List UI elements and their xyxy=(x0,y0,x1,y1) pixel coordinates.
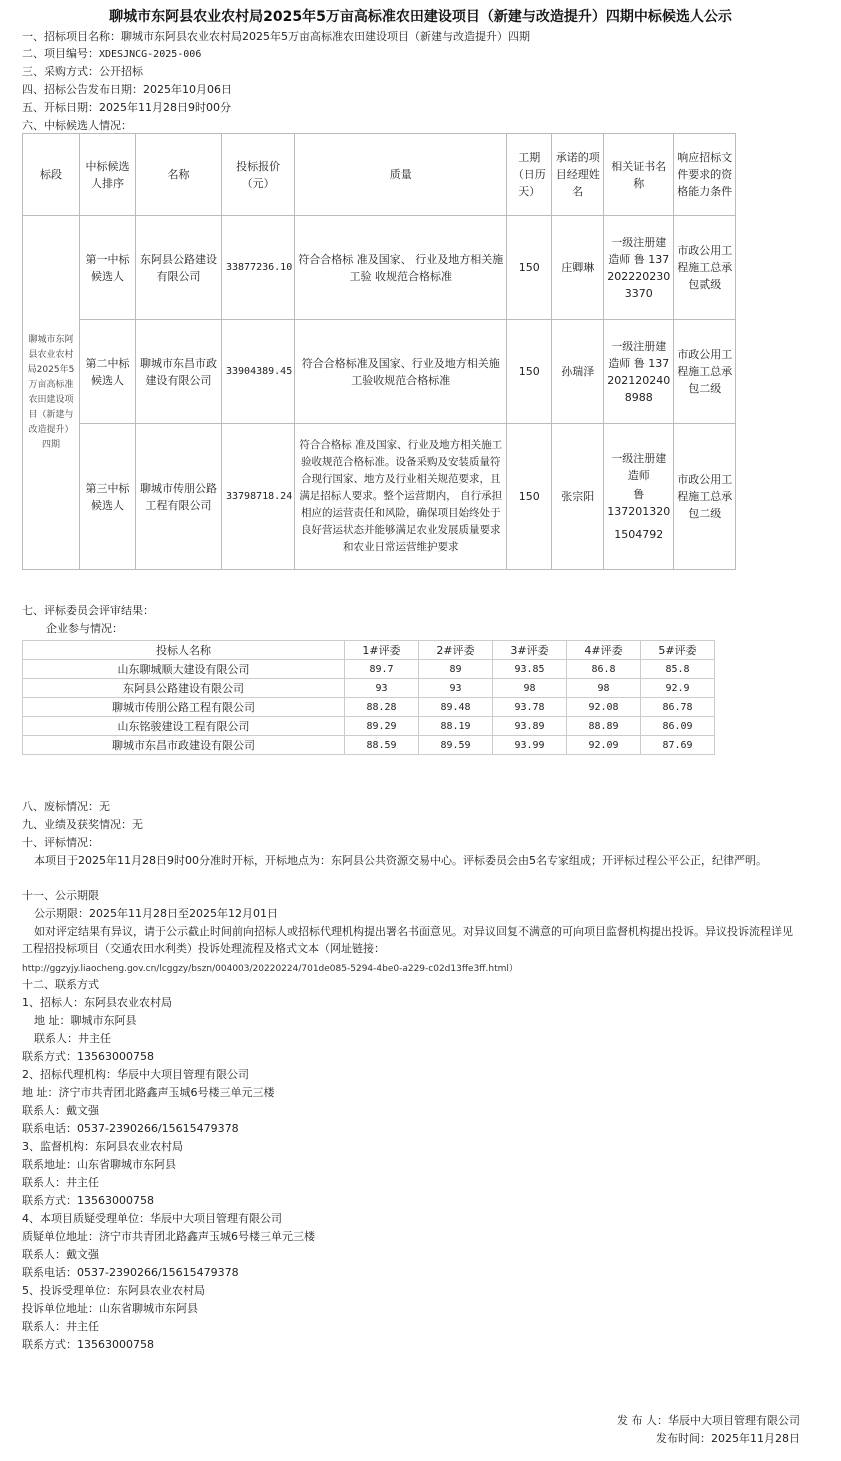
candidate-price: 33798718.24 xyxy=(222,424,295,570)
score-cell: 92.9 xyxy=(641,679,715,698)
score-cell: 86.09 xyxy=(641,717,715,736)
contact-line: 1、招标人：东阿县农业农村局 xyxy=(22,996,172,1009)
candidate-condition: 市政公用工程施工总承 包贰级 xyxy=(674,216,736,320)
contact-line: 联系方式：13563000758 xyxy=(22,1194,154,1207)
score-cell: 88.89 xyxy=(567,717,641,736)
score-cell: 93.85 xyxy=(493,660,567,679)
score-cell: 93.78 xyxy=(493,698,567,717)
header-quality: 质量 xyxy=(295,134,507,216)
cert-line: 1504792 xyxy=(614,528,664,541)
score-cell: 92.08 xyxy=(567,698,641,717)
candidates-header-row xyxy=(23,134,736,216)
contact-line: 联系方式：13563000758 xyxy=(22,1338,154,1351)
score-row xyxy=(23,679,715,698)
candidate-manager: 庄卿琳 xyxy=(552,216,604,320)
candidates-table xyxy=(22,133,736,570)
evaluation-text: 本项目于2025年11月28日9时00分准时开标，开标地点为：东阿县公共资源交易中心。评标委员会由5名专家组成；开评标过程公平公正，纪律严明。 xyxy=(34,854,767,867)
contacts-heading: 十二、联系方式 xyxy=(22,978,99,991)
candidate-row xyxy=(23,216,736,320)
publicity-text: 如对评定结果有异议，请于公示截止时间前向招标人或招标代理机构提出署名书面意见。对异议回复不满意的可向项目监督机构提出投诉。异议投诉流程详见工程招投标项目（交通农田水利类）投诉处理流程及格式文本（网址链接： xyxy=(22,925,793,955)
project-number-label: 二、项目编号： xyxy=(22,47,99,60)
score-cell: 85.8 xyxy=(641,660,715,679)
bidder-name: 山东聊城顺大建设有限公司 xyxy=(23,660,345,679)
opening-date-line: 五、开标日期：2025年11月28日9时00分 xyxy=(22,101,231,114)
complaint-url-link[interactable]: http://ggzyjy.liaocheng.gov.cn/lcggzy/bszn/004003/20220224/701de085-5294-4be0-a229-c02d13ffe3ff.html） xyxy=(22,964,518,974)
contact-line: 联系人：戴文强 xyxy=(22,1104,99,1117)
score-cell: 88.19 xyxy=(419,717,493,736)
candidate-period: 150 xyxy=(507,320,552,424)
score-cell: 93.89 xyxy=(493,717,567,736)
project-name-line: 一、招标项目名称：聊城市东阿县农业农村局2025年5万亩高标准农田建设项目（新建与改造提升）四期 xyxy=(22,30,530,43)
contact-line: 联系人：井主任 xyxy=(22,1320,99,1333)
score-header: 2#评委 xyxy=(419,641,493,660)
publisher: 发 布 人：华辰中大项目管理有限公司 xyxy=(617,1414,800,1427)
cert-line: 鲁 xyxy=(633,488,645,501)
candidate-price: 33877236.10 xyxy=(222,216,295,320)
candidate-quality: 符合合格标 准及国家、 行业及地方相关施工验 收规范合格标准 xyxy=(295,216,507,320)
header-condition: 响应招标文件要求的资格能力条件 xyxy=(674,134,736,216)
candidate-manager: 孙瑞泽 xyxy=(552,320,604,424)
score-row xyxy=(23,660,715,679)
contact-line: 投诉单位地址：山东省聊城市东阿县 xyxy=(22,1302,198,1315)
header-manager: 承诺的项目经理姓名 xyxy=(552,134,604,216)
contact-line: 2、招标代理机构：华辰中大项目管理有限公司 xyxy=(22,1068,249,1081)
score-cell: 87.69 xyxy=(641,736,715,755)
candidate-name: 聊城市东昌市政建设有限公司 xyxy=(136,320,222,424)
contact-line: 地 址：聊城市东阿县 xyxy=(34,1014,137,1027)
section-cell: 聊城市东阿县农业农村局2025年5万亩高标准农田建设项目（新建与改造提升）四期 xyxy=(23,216,80,570)
score-cell: 89.59 xyxy=(419,736,493,755)
header-price: 投标报价（元） xyxy=(222,134,295,216)
score-cell: 93 xyxy=(419,679,493,698)
header-section: 标段 xyxy=(23,134,80,216)
score-cell: 86.8 xyxy=(567,660,641,679)
score-cell: 89.48 xyxy=(419,698,493,717)
candidate-price: 33904389.45 xyxy=(222,320,295,424)
contact-line: 联系地址：山东省聊城市东阿县 xyxy=(22,1158,176,1171)
score-header: 3#评委 xyxy=(493,641,567,660)
header-period: 工期（日历天） xyxy=(507,134,552,216)
evaluation-heading: 十、评标情况： xyxy=(22,836,99,849)
candidate-cert xyxy=(604,424,674,570)
contact-line: 联系电话：0537-2390266/15615479378 xyxy=(22,1122,239,1135)
candidate-row xyxy=(23,320,736,424)
project-number-line xyxy=(22,47,201,62)
candidates-heading: 六、中标候选人情况： xyxy=(22,119,132,132)
candidate-cert: 一级注册建造师 鲁 1372021202408988 xyxy=(604,320,674,424)
score-cell: 93.99 xyxy=(493,736,567,755)
contact-line: 联系人：井主任 xyxy=(22,1176,99,1189)
publicity-heading: 十一、公示期限 xyxy=(22,889,99,902)
contact-line: 5、投诉受理单位：东阿县农业农村局 xyxy=(22,1284,205,1297)
score-cell: 98 xyxy=(567,679,641,698)
abandoned-bids-line: 八、废标情况：无 xyxy=(22,800,110,813)
bidder-name: 聊城市东昌市政建设有限公司 xyxy=(23,736,345,755)
cert-line: 一级注册建造师 xyxy=(611,452,667,482)
contact-line: 3、监督机构：东阿县农业农村局 xyxy=(22,1140,183,1153)
awards-line: 九、业绩及获奖情况：无 xyxy=(22,818,143,831)
score-cell: 86.78 xyxy=(641,698,715,717)
header-cert: 相关证书名称 xyxy=(604,134,674,216)
candidate-cert: 一级注册建造师 鲁 1372022202303370 xyxy=(604,216,674,320)
candidate-period: 150 xyxy=(507,216,552,320)
score-header: 1#评委 xyxy=(345,641,419,660)
score-row xyxy=(23,698,715,717)
candidate-rank: 第二中标候选人 xyxy=(80,320,136,424)
candidate-row xyxy=(23,424,736,570)
bidder-name: 聊城市传朋公路工程有限公司 xyxy=(23,698,345,717)
contact-line: 质疑单位地址：济宁市共青团北路鑫声玉城6号楼三单元三楼 xyxy=(22,1230,315,1243)
candidate-condition: 市政公用工程施工总承包二级 xyxy=(674,424,736,570)
candidate-rank: 第一中标候选人 xyxy=(80,216,136,320)
score-cell: 89.7 xyxy=(345,660,419,679)
candidate-condition: 市政公用工程施工总承包二级 xyxy=(674,320,736,424)
review-subheading: 企业参与情况： xyxy=(46,622,123,635)
candidate-quality: 符合合格标 准及国家、行业及地方相关施工验收规范合格标准。设备采购及安装质量符合现行国家、地方及行业相关规范要求，且满足招标人要求。整个运营期内， 自行承担相应的运营责任和风险，确保项目始终处于良好营运状态并能够满足农业发展质量要求和农业日常运营维护要求 xyxy=(295,424,507,570)
score-cell: 92.09 xyxy=(567,736,641,755)
publish-time: 发布时间：2025年11月28日 xyxy=(656,1432,800,1445)
contact-line: 联系方式：13563000758 xyxy=(22,1050,154,1063)
page-title: 聊城市东阿县农业农村局2025年5万亩高标准农田建设项目（新建与改造提升）四期中标候选人公示 xyxy=(109,9,732,25)
score-row xyxy=(23,736,715,755)
contact-line: 4、本项目质疑受理单位：华辰中大项目管理有限公司 xyxy=(22,1212,282,1225)
announcement-date-line: 四、招标公告发布日期：2025年10月06日 xyxy=(22,83,232,96)
header-rank: 中标候选人排序 xyxy=(80,134,136,216)
score-cell: 93 xyxy=(345,679,419,698)
project-number-value: XDESJNCG-2025-006 xyxy=(99,49,202,60)
scores-table xyxy=(22,640,715,755)
candidate-name: 东阿县公路建设有限公司 xyxy=(136,216,222,320)
contact-line: 联系电话：0537-2390266/15615479378 xyxy=(22,1266,239,1279)
score-cell: 98 xyxy=(493,679,567,698)
candidate-rank: 第三中标候选人 xyxy=(80,424,136,570)
publicity-period: 公示期限：2025年11月28日至2025年12月01日 xyxy=(34,907,278,920)
bidder-name: 东阿县公路建设有限公司 xyxy=(23,679,345,698)
scores-header-row xyxy=(23,641,715,660)
review-heading: 七、评标委员会评审结果： xyxy=(22,604,154,617)
contact-line: 地 址：济宁市共青团北路鑫声玉城6号楼三单元三楼 xyxy=(22,1086,275,1099)
score-cell: 89 xyxy=(419,660,493,679)
candidate-manager: 张宗阳 xyxy=(552,424,604,570)
score-cell: 89.29 xyxy=(345,717,419,736)
bidder-name: 山东铭骏建设工程有限公司 xyxy=(23,717,345,736)
contact-line: 联系人：戴文强 xyxy=(22,1248,99,1261)
score-header: 4#评委 xyxy=(567,641,641,660)
score-header: 5#评委 xyxy=(641,641,715,660)
cert-line: 137201320 xyxy=(607,505,671,518)
score-cell: 88.28 xyxy=(345,698,419,717)
candidate-name: 聊城市传朋公路工程有限公司 xyxy=(136,424,222,570)
contact-line: 联系人：井主任 xyxy=(34,1032,111,1045)
score-row xyxy=(23,717,715,736)
score-header: 投标人名称 xyxy=(23,641,345,660)
header-name: 名称 xyxy=(136,134,222,216)
procurement-method-line: 三、采购方式：公开招标 xyxy=(22,65,143,78)
score-cell: 88.59 xyxy=(345,736,419,755)
candidate-quality: 符合合格标准及国家、行业及地方相关施工验收规范合格标准 xyxy=(295,320,507,424)
candidate-period: 150 xyxy=(507,424,552,570)
